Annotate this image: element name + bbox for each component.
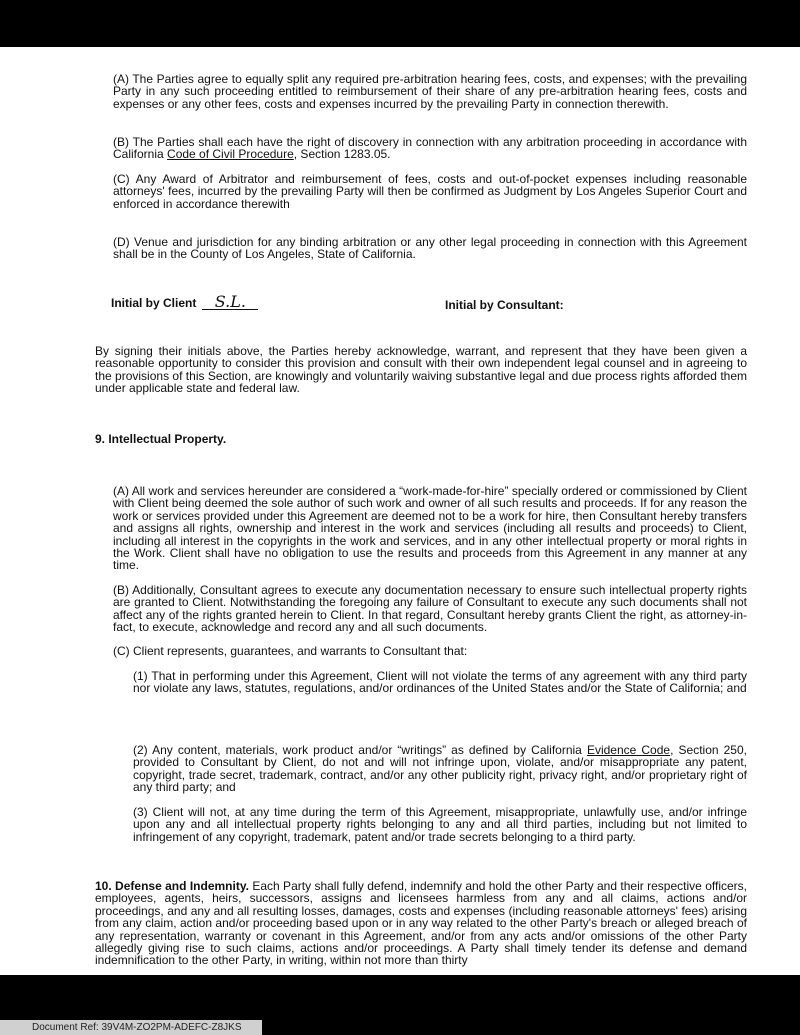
clause-9c-2-text: (2) Any content, materials, work product and/or “writings” as defined by California xyxy=(133,743,587,757)
section-10 xyxy=(95,880,747,967)
client-initial-label: Initial by Client xyxy=(111,296,197,310)
clause-8b-text: (B) The Parties shall each have the right of discovery in connection with any arbitration proceeding in accordance with California xyxy=(113,135,747,162)
section-10-body: Each Party shall fully defend, indemnify and hold the other Party and their respective officers, employees, agents, heirs, successors, assigns and licensees harmless from any and all claims, actions and/or proceedings, and any and all resulting losses, damages, costs and expenses (including reasonable attorneys' fees) arising from any claim, action and/or proceeding based upon or in any way related to the other Party's breach or alleged breach of any representation, warranty or covenant in this Agreement, and/or from any acts and/or omissions of the other Party allegedly giving rise to such claims, actions and/or proceedings. A Party shall timely tender its defense and demand indemnification to the other Party, in writing, within not more than thirty xyxy=(95,879,747,968)
document-ref: Document Ref: 39V4M-ZO2PM-ADEFC-Z8JKS xyxy=(32,1022,242,1033)
clause-9c-2 xyxy=(133,744,747,794)
clause-9c-2-end: , Section 250, provided to Consultant by Client, do not and will not infringe upon, violate, and/or misappropriate any patent, copyright, trade secret, trademark, contract, and/or any other publicity right, privacy right, and/or proprietary right of any third party; and xyxy=(133,743,747,795)
code-civil-procedure-ref: Code of Civil Procedure xyxy=(167,147,294,162)
clause-9a: (A) All work and services hereunder are considered a “work-made-for-hire” specially ordered or commissioned by Client with Client being deemed the sole author of such work and owner of all such results and proceeds. If for any reason the work or services provided under this Agreement are deemed not to be a work for hire, then Consultant hereby transfers and assigns all rights, ownership and interest in the work and services (including all results and proceeds) to Client, including all interest in the copyrights in the work and services, and in any other intellectual property or moral rights in the Work. Client shall have no obligation to use the results and proceeds from this Agreement in any manner at any time. xyxy=(113,484,747,573)
document-page xyxy=(0,47,800,975)
clause-9b: (B) Additionally, Consultant agrees to execute any documentation necessary to ensure such intellectual property rights are granted to Client. Notwithstanding the foregoing any failure of Consultant to execute any such documents shall not affect any of the rights granted herein to Client. In that regard, Consultant hereby grants Client the right, as attorney-in-fact, to execute, acknowledge and record any and all such documents. xyxy=(113,583,747,635)
clause-9c-1: (1) That in performing under this Agreement, Client will not violate the terms of any agreement with any third party nor violate any laws, statutes, regulations, and/or ordinances of the United States and/or the State of California; and xyxy=(133,669,747,696)
clause-8c: (C) Any Award of Arbitrator and reimbursement of fees, costs and out-of-pocket expenses including reasonable attorneys' fees, incurred by the prevailing Party will then be confirmed as Judgment by Los Angeles Superior Court and enforced in accordance therewith xyxy=(113,172,747,211)
clause-8a: (A) The Parties agree to equally split any required pre-arbitration hearing fees, costs, and expenses; with the prevailing Party in any such proceeding entitled to reimbursement of their share of any pre-arbitration hearing fees, costs and expenses or any other fees, costs and expenses incurred by the prevailing Party in connection therewith. xyxy=(113,72,747,111)
evidence-code-ref: Evidence Code xyxy=(586,743,671,757)
document-ref-footer xyxy=(0,1020,262,1035)
section-9-heading: 9. Intellectual Property. xyxy=(95,432,227,446)
acknowledgement-paragraph: By signing their initials above, the Parties hereby acknowledge, warrant, and represent that they have been given a reasonable opportunity to consider this provision and consult with their own independent legal counsel and in agreeing to the provisions of this Section, are knowingly and voluntarily waiving substantive legal and due process rights afforded them under applicable state and federal law. xyxy=(95,344,747,396)
clause-9c-3: (3) Client will not, at any time during the term of this Agreement, misappropriate, unlawfully use, and/or infringe upon any and all intellectual property rights belonging to any and all third parties, including but not limited to infringement of any copyright, trademark, patent and/or trade secrets belonging to a third party. xyxy=(133,805,747,844)
section-10-heading: 10. Defense and Indemnity. xyxy=(95,879,249,893)
clause-8b-end: , Section 1283.05. xyxy=(293,147,391,162)
client-initial-signature: S.L. xyxy=(202,295,258,310)
clause-8b xyxy=(113,136,747,161)
clause-8d: (D) Venue and jurisdiction for any binding arbitration or any other legal proceeding in connection with this Agreement shall be in the County of Los Angeles, State of California. xyxy=(113,235,747,262)
clause-9c: (C) Client represents, guarantees, and warrants to Consultant that: xyxy=(113,644,468,658)
consultant-initial-label: Initial by Consultant: xyxy=(445,298,564,312)
client-initial xyxy=(111,292,258,311)
